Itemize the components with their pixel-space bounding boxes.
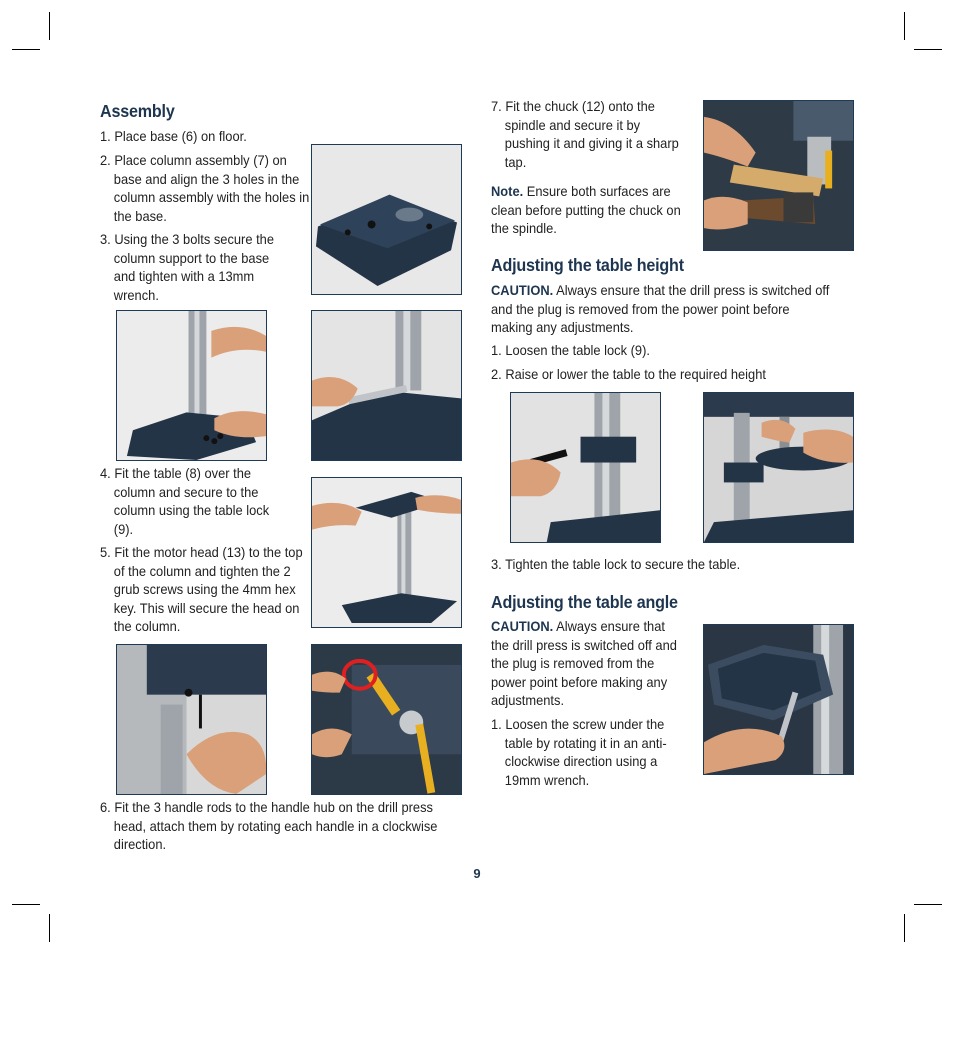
crop-mark bbox=[12, 904, 40, 905]
caution-label: CAUTION. bbox=[491, 282, 554, 298]
photo-table-angle bbox=[703, 624, 854, 775]
table-angle-caution bbox=[491, 617, 686, 710]
table-height-step-2: 2. Raise or lower the table to the required height bbox=[491, 366, 766, 382]
assembly-step-1: 1. Place base (6) on floor. bbox=[100, 128, 247, 144]
caution-text: Always ensure that the drill press is switched off and the plug is removed from the power point before making any adjustments. bbox=[491, 282, 830, 335]
crop-mark bbox=[904, 12, 905, 40]
assembly-step-3: 3. Using the 3 bolts secure the column support to the base and tighten with a 13mm wrench. bbox=[100, 231, 274, 303]
note-label: Note. bbox=[491, 183, 524, 199]
photo-table-lock bbox=[510, 392, 661, 543]
table-height-step-3: 3. Tighten the table lock to secure the table. bbox=[491, 556, 741, 572]
photo-handle-rods bbox=[311, 644, 462, 795]
table-angle-heading: Adjusting the table angle bbox=[491, 592, 678, 612]
crop-mark bbox=[904, 914, 905, 942]
photo-base bbox=[311, 144, 462, 295]
table-height-caution bbox=[491, 281, 831, 337]
photo-column-bolts bbox=[116, 310, 267, 461]
crop-mark bbox=[914, 49, 942, 50]
photo-chuck bbox=[703, 100, 854, 251]
page-number: 9 bbox=[473, 866, 481, 881]
assembly-step-2: 2. Place column assembly (7) on base and align the 3 holes in the column assembly with the holes in the base. bbox=[100, 152, 310, 224]
assembly-step-5: 5. Fit the motor head (13) to the top of the column and tighten the 2 grub screws using the 4mm hex key. This will secure the head on the column. bbox=[100, 544, 303, 634]
caution-text: Always ensure that the drill press is switched off and the plug is removed from the power point before making any adjustments. bbox=[491, 618, 677, 708]
caution-label: CAUTION. bbox=[491, 618, 554, 634]
crop-mark bbox=[914, 904, 942, 905]
assembly-step-4: 4. Fit the table (8) over the column and secure to the column using the table lock (9). bbox=[100, 465, 270, 537]
table-angle-step-1: 1. Loosen the screw under the table by rotating it in an anti-clockwise direction using a 19mm wrench. bbox=[491, 716, 667, 788]
photo-fit-table bbox=[311, 477, 462, 628]
assembly-step-7: 7. Fit the chuck (12) onto the spindle and secure it by pushing it and giving it a sharp tap. bbox=[491, 98, 679, 170]
crop-mark bbox=[49, 12, 50, 40]
assembly-step-6: 6. Fit the 3 handle rods to the handle hub on the drill press head, attach them by rotating each handle in a clockwise direction. bbox=[100, 799, 438, 852]
table-height-step-1: 1. Loosen the table lock (9). bbox=[491, 342, 650, 358]
photo-wrench-bolt bbox=[311, 310, 462, 461]
photo-hex-key bbox=[116, 644, 267, 795]
note-text: Ensure both surfaces are clean before putting the chuck on the spindle. bbox=[491, 183, 681, 236]
photo-raise-table bbox=[703, 392, 854, 543]
assembly-note bbox=[491, 182, 688, 238]
crop-mark bbox=[49, 914, 50, 942]
assembly-heading: Assembly bbox=[100, 101, 175, 121]
crop-mark bbox=[12, 49, 40, 50]
table-height-heading: Adjusting the table height bbox=[491, 255, 684, 275]
